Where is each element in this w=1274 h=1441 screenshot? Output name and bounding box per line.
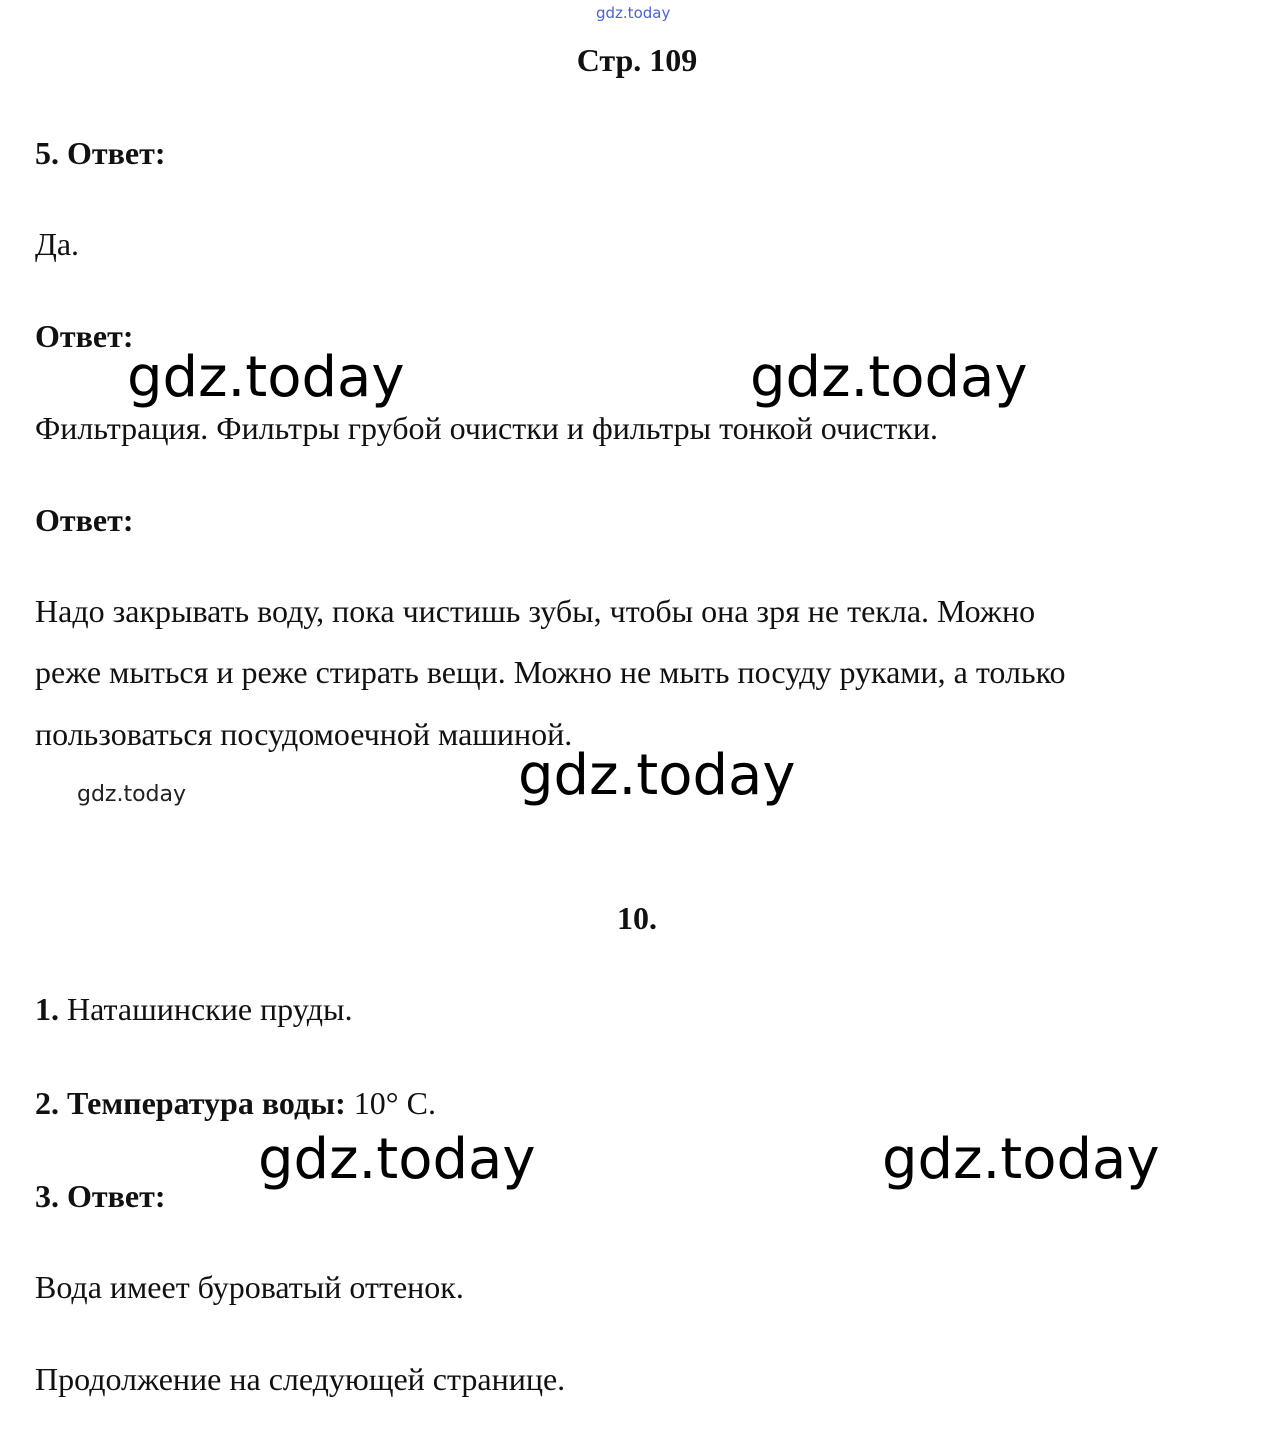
item1-number: 1.: [35, 991, 59, 1027]
continued-note: Продолжение на следующей странице.: [35, 1361, 566, 1397]
answer3-line-1: Надо закрывать воду, пока чистишь зубы, чтобы она зря не текла. Можно: [35, 593, 1036, 629]
answer2-text: Фильтрация. Фильтры грубой очистки и фильтры тонкой очистки.: [35, 410, 939, 446]
watermark-4: gdz.today: [77, 782, 187, 807]
answer3-line-3: пользоваться посудомоечной машиной.: [35, 716, 573, 752]
watermark-1: gdz.today: [127, 345, 405, 410]
answer3-label: Ответ:: [35, 502, 134, 538]
item1: [35, 989, 353, 1029]
item3-label: 3. Ответ:: [35, 1178, 166, 1214]
watermark-top: gdz.today: [596, 4, 671, 22]
watermark-2: gdz.today: [750, 345, 1028, 410]
item2-label: 2. Температура воды:: [35, 1085, 346, 1121]
item1-text: Наташинские пруды.: [67, 991, 353, 1027]
page-title: Стр. 109: [576, 42, 698, 78]
watermark-6: gdz.today: [882, 1127, 1160, 1192]
q5-answer: Да.: [35, 226, 80, 262]
item2: [35, 1083, 436, 1123]
watermark-3: gdz.today: [518, 743, 796, 808]
item2-value: 10° С.: [353, 1085, 436, 1121]
answer3-line-2: реже мыться и реже стирать вещи. Можно не мыть посуду руками, а только: [35, 654, 1066, 690]
q5-label: 5. Ответ:: [35, 135, 166, 171]
item3-answer: Вода имеет буроватый оттенок.: [35, 1269, 464, 1305]
section-title: 10.: [617, 900, 657, 936]
watermark-5: gdz.today: [258, 1127, 536, 1192]
answer2-label: Ответ:: [35, 318, 134, 354]
